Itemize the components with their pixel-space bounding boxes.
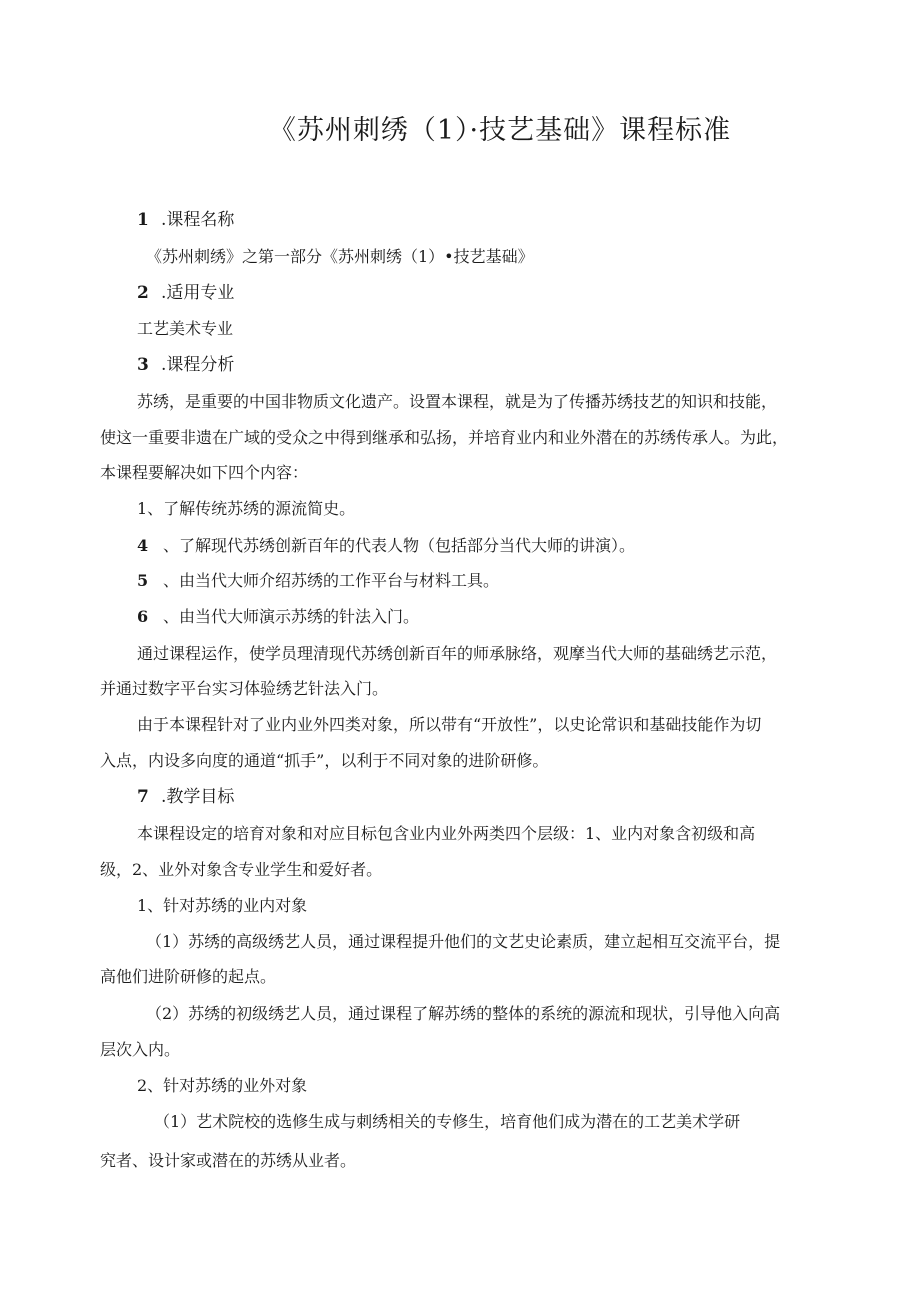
paragraph-line: 本课程设定的培育对象和对应目标包含业内业外两类四个层级：1、业内对象含初级和高 <box>137 824 756 843</box>
section-number: 1 <box>137 210 149 230</box>
section-number: 3 <box>137 355 149 375</box>
subheading: 2、针对苏绣的业外对象 <box>137 1076 308 1095</box>
paragraph-line: 本课程要解决如下四个内容： <box>100 463 309 482</box>
paragraph-line: 级，2、业外对象含专业学生和爱好者。 <box>100 860 383 879</box>
section-heading-course-name <box>137 209 234 231</box>
major-text: 工艺美术专业 <box>137 319 234 338</box>
section-heading-text: .教学目标 <box>161 787 235 807</box>
paragraph-line: 通过课程运作，使学员理清现代苏绣创新百年的师承脉络，观摩当代大师的基础绣艺示范， <box>137 644 778 663</box>
list-item <box>137 570 499 592</box>
section-heading-major <box>137 282 234 304</box>
course-name-text: 《苏州刺绣》之第一部分《苏州刺绣（1）•技艺基础》 <box>146 247 534 266</box>
section-heading-text: .课程分析 <box>161 355 235 375</box>
paragraph-line: 苏绣，是重要的中国非物质文化遗产。设置本课程，就是为了传播苏绣技艺的知识和技能， <box>137 392 778 411</box>
paragraph-line: （1）苏绣的高级绣艺人员，通过课程提升他们的文艺史论素质，建立起相互交流平台，提 <box>146 932 781 951</box>
paragraph-line: 高他们进阶研修的起点。 <box>100 967 277 986</box>
list-item <box>137 535 635 557</box>
paragraph-line: 层次入内。 <box>100 1040 181 1059</box>
list-item-text: 、由当代大师介绍苏绣的工作平台与材料工具。 <box>163 571 500 590</box>
paragraph-line: 使这一重要非遗在广域的受众之中得到继承和弘扬，并培育业内和业外潜在的苏绣传承人。为此， <box>100 428 789 447</box>
list-item <box>137 606 419 628</box>
list-item-text: 、由当代大师演示苏绣的针法入门。 <box>163 607 420 626</box>
list-item-number: 6 <box>137 607 149 626</box>
paragraph-line: （2）苏绣的初级绣艺人员，通过课程了解苏绣的整体的系统的源流和现状，引导他入向高 <box>146 1004 781 1023</box>
section-number: 2 <box>137 283 149 303</box>
paragraph-line: （1）艺术院校的选修生成与刺绣相关的专修生，培育他们成为潜在的工艺美术学研 <box>154 1112 741 1131</box>
list-item-text: 、了解现代苏绣创新百年的代表人物（包括部分当代大师的讲演）。 <box>163 536 636 555</box>
section-heading-objectives <box>137 786 234 808</box>
paragraph-line: 入点，内设多向度的通道“抓手”，以利于不同对象的进阶研修。 <box>100 751 549 770</box>
section-heading-text: .适用专业 <box>161 283 235 303</box>
paragraph-line: 究者、设计家或潜在的苏绣从业者。 <box>100 1151 357 1170</box>
document-title: 《苏州刺绣（1）·技艺基础》课程标准 <box>268 115 732 146</box>
list-item-number: 5 <box>137 571 149 590</box>
list-item-number: 4 <box>137 536 149 555</box>
subheading: 1、针对苏绣的业内对象 <box>137 896 308 915</box>
paragraph-line: 由于本课程针对了业内业外四类对象，所以带有“开放性”，以史论常识和基础技能作为切 <box>137 715 762 734</box>
section-heading-analysis <box>137 354 234 376</box>
section-number: 7 <box>137 787 149 807</box>
list-item: 1、了解传统苏绣的源流简史。 <box>137 499 356 518</box>
section-heading-text: .课程名称 <box>161 210 235 230</box>
paragraph-line: 并通过数字平台实习体验绣艺针法入门。 <box>100 679 389 698</box>
